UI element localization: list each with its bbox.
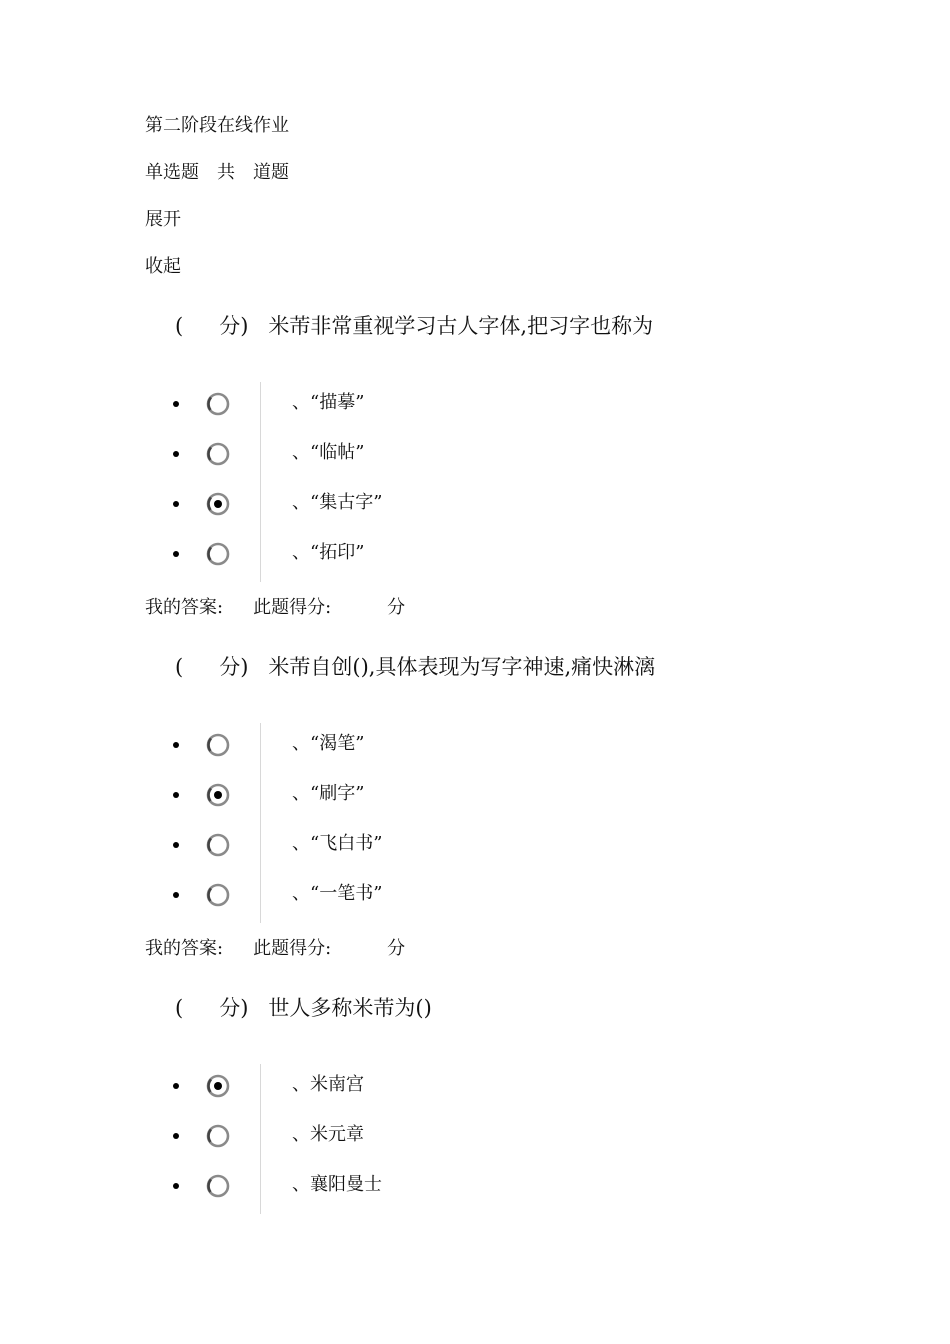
question-2-header [175,653,655,681]
radio-button[interactable] [205,541,231,567]
question-1-text: 米芾非常重视学习古人字体,把习字也称为 [268,314,654,338]
radio-ring [208,835,228,855]
page-title: 第二阶段在线作业 [145,115,289,136]
option-label: 、米元章 [292,1124,364,1145]
option-item[interactable] [160,823,560,873]
bullet-icon [173,551,179,557]
question-1-answer-line [145,596,405,620]
bullet-icon [173,451,179,457]
radio-button[interactable] [205,782,231,808]
option-label: 、“集古字” [292,492,383,513]
question-3-text: 世人多称米芾为() [268,996,432,1020]
option-label: 、米南宫 [292,1074,364,1095]
radio-button[interactable] [205,832,231,858]
bullet-icon [173,892,179,898]
bullet-icon [173,401,179,407]
option-label: 、“拓印” [292,542,365,563]
question-2-paren: ( [175,655,184,679]
question-3-paren: ( [175,996,184,1020]
radio-ring [208,735,228,755]
section-summary [145,161,289,185]
score-label: 此题得分: [253,597,332,618]
question-1-options [160,382,560,582]
question-3-header [175,994,432,1022]
collapse-link[interactable]: 收起 [145,256,181,277]
score-label: 此题得分: [253,938,332,959]
option-item[interactable] [160,482,560,532]
score-unit: 分 [387,938,406,959]
option-item[interactable] [160,382,560,432]
radio-button[interactable] [205,882,231,908]
radio-selected-dot [214,791,222,799]
option-label: 、“渴笔” [292,733,365,754]
section-type-label: 单选题 [145,162,199,183]
radio-button[interactable] [205,441,231,467]
bullet-icon [173,501,179,507]
radio-ring [208,544,228,564]
radio-ring [208,885,228,905]
radio-ring [208,444,228,464]
option-label: 、“描摹” [292,392,365,413]
my-answer-label: 我的答案: [145,597,224,618]
question-1-header [175,312,653,340]
option-label: 、“临帖” [292,442,365,463]
question-2-points: 分) [219,655,249,679]
radio-button[interactable] [205,391,231,417]
radio-selected-dot [214,500,222,508]
option-label: 、“飞白书” [292,833,383,854]
bullet-icon [173,1133,179,1139]
radio-ring [208,1126,228,1146]
option-label: 、襄阳曼士 [292,1174,382,1195]
option-item[interactable] [160,1114,560,1164]
option-item[interactable] [160,1164,560,1214]
option-label: 、“一笔书” [292,883,383,904]
option-item[interactable] [160,432,560,482]
radio-button[interactable] [205,1073,231,1099]
radio-button[interactable] [205,732,231,758]
bullet-icon [173,792,179,798]
radio-ring [208,1176,228,1196]
question-count-label: 道题 [253,162,289,183]
option-item[interactable] [160,773,560,823]
bullet-icon [173,1083,179,1089]
expand-link[interactable]: 展开 [145,209,181,230]
option-label: 、“刷字” [292,783,365,804]
option-item[interactable] [160,1064,560,1114]
question-2-answer-line [145,937,405,961]
option-item[interactable] [160,532,560,582]
option-item[interactable] [160,723,560,773]
radio-button[interactable] [205,1173,231,1199]
question-1-paren: ( [175,314,184,338]
radio-ring [208,394,228,414]
bullet-icon [173,742,179,748]
question-2-options [160,723,560,923]
radio-button[interactable] [205,1123,231,1149]
total-label: 共 [217,162,235,183]
question-3-points: 分) [219,996,249,1020]
bullet-icon [173,842,179,848]
question-1-points: 分) [219,314,249,338]
option-item[interactable] [160,873,560,923]
radio-selected-dot [214,1082,222,1090]
question-3-options [160,1064,560,1214]
my-answer-label: 我的答案: [145,938,224,959]
score-unit: 分 [387,597,406,618]
question-2-text: 米芾自创(),具体表现为写字神速,痛快淋漓 [268,655,656,679]
radio-button[interactable] [205,491,231,517]
bullet-icon [173,1183,179,1189]
